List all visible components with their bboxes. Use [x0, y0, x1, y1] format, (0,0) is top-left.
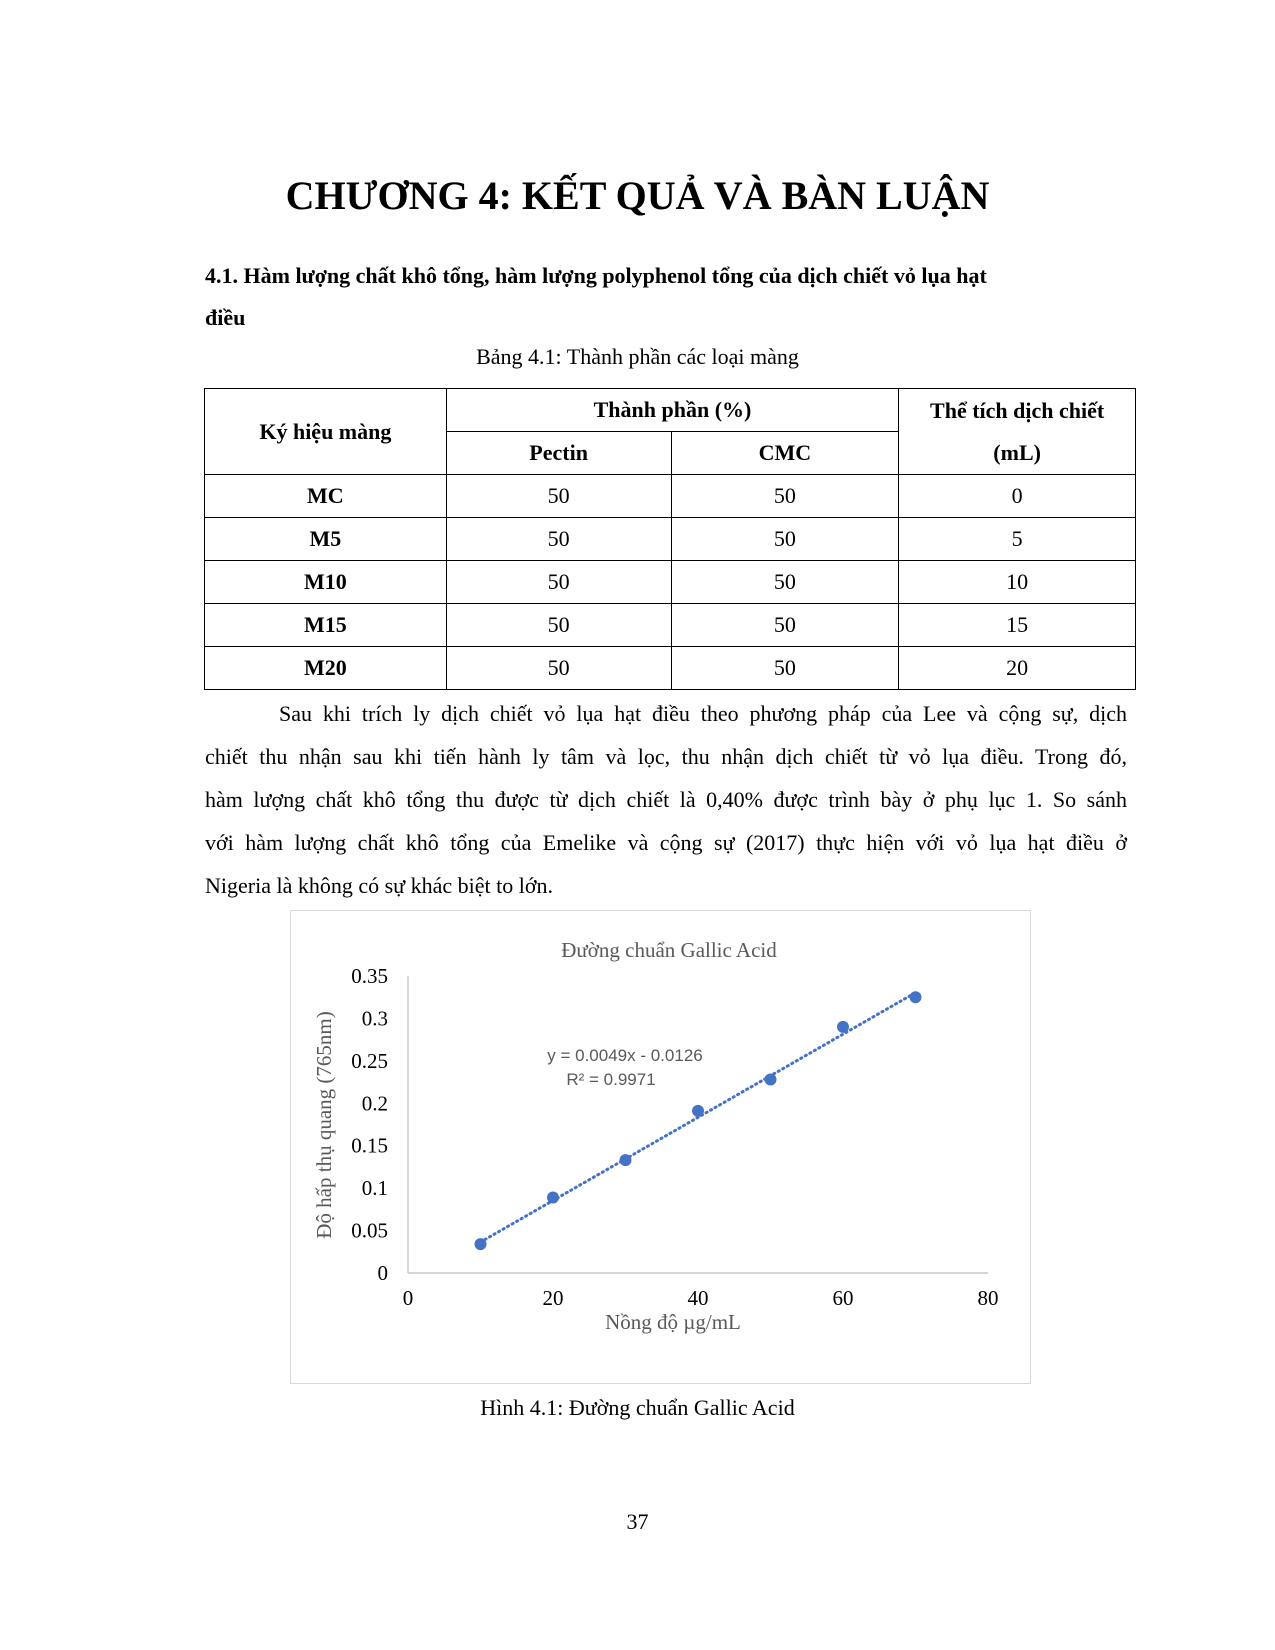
composition-table	[204, 388, 1136, 690]
data-point	[692, 1105, 704, 1117]
header-composition: Thành phần (%)	[446, 389, 899, 432]
cell-pectin: 50	[446, 475, 671, 518]
cell-volume: 20	[899, 647, 1136, 690]
data-points	[475, 991, 922, 1250]
data-point	[547, 1191, 559, 1203]
y-tick-label: 0.1	[361, 1176, 388, 1201]
calibration-chart	[291, 911, 1029, 1382]
cell-symbol: M20	[205, 647, 447, 690]
header-volume	[899, 389, 1136, 475]
x-tick-label: 40	[687, 1286, 709, 1310]
page-number: 37	[626, 1509, 649, 1534]
x-axis-label: Nồng độ µg/mL	[605, 1310, 741, 1334]
x-tick-label: 80	[977, 1286, 999, 1310]
cell-cmc: 50	[671, 475, 899, 518]
table-row	[205, 561, 1136, 604]
table-row	[205, 604, 1136, 647]
y-tick-label: 0.25	[351, 1048, 388, 1073]
data-point	[475, 1238, 487, 1250]
cell-volume: 0	[899, 475, 1136, 518]
chart-frame	[290, 910, 1031, 1384]
figure-caption: Hình 4.1: Đường chuẩn Gallic Acid	[480, 1395, 795, 1420]
y-tick-label: 0.3	[361, 1006, 388, 1031]
header-pectin: Pectin	[446, 432, 671, 475]
cell-pectin: 50	[446, 561, 671, 604]
cell-symbol: M15	[205, 604, 447, 647]
paragraph-line: với hàm lượng chất khô tổng của Emelike và cộng sự (2017) thực hiện với vỏ lụa hạt điều ở	[205, 830, 1127, 855]
header-volume-line-2: (mL)	[993, 439, 1041, 465]
paragraph-line: Nigeria là không có sự khác biệt to lớn.	[205, 873, 553, 898]
chapter-title: CHƯƠNG 4: KẾT QUẢ VÀ BÀN LUẬN	[285, 173, 990, 218]
cell-symbol: M5	[205, 518, 447, 561]
trendline-r-squared: R² = 0.9971	[566, 1070, 656, 1089]
cell-volume: 10	[899, 561, 1136, 604]
section-heading	[205, 255, 1085, 339]
data-point	[910, 991, 922, 1003]
x-tick-label: 60	[832, 1286, 854, 1310]
cell-volume: 15	[899, 604, 1136, 647]
y-tick-label: 0.05	[351, 1218, 388, 1243]
header-cmc: CMC	[671, 432, 899, 475]
y-tick-label: 0	[377, 1261, 388, 1285]
paragraph-line: chiết thu nhận sau khi tiến hành ly tâm và lọc, thu nhận dịch chiết từ vỏ lụa điều. Trong đó,	[205, 744, 1127, 769]
header-volume-line-1: Thể tích dịch chiết	[930, 397, 1105, 423]
cell-symbol: MC	[205, 475, 447, 518]
x-tick-label: 20	[542, 1286, 564, 1310]
cell-cmc: 50	[671, 561, 899, 604]
data-point	[765, 1074, 777, 1086]
y-tick-label: 0.2	[361, 1091, 388, 1116]
paragraph-line: hàm lượng chất khô tổng thu được từ dịch chiết là 0,40% được trình bày ở phụ lục 1. So sánh	[205, 787, 1127, 812]
chart-title: Đường chuẩn Gallic Acid	[561, 938, 777, 962]
table-caption: Bảng 4.1: Thành phần các loại màng	[476, 344, 799, 369]
y-tick-label: 0.35	[351, 964, 388, 988]
cell-pectin: 50	[446, 647, 671, 690]
trendline-equation: y = 0.0049x - 0.0126	[547, 1046, 703, 1065]
trendline	[481, 993, 916, 1242]
cell-symbol: M10	[205, 561, 447, 604]
x-tick-label: 0	[402, 1286, 414, 1310]
table-row	[205, 518, 1136, 561]
x-tick-labels	[403, 1286, 999, 1310]
table-row	[205, 475, 1136, 518]
paragraph-line: Sau khi trích ly dịch chiết vỏ lụa hạt điều theo phương pháp của Lee và cộng sự, dịch	[279, 701, 1127, 726]
cell-volume: 5	[899, 518, 1136, 561]
data-point	[837, 1021, 849, 1033]
y-axis-label: Độ hấp thụ quang (765nm)	[312, 1011, 336, 1239]
cell-pectin: 50	[446, 518, 671, 561]
data-point	[620, 1154, 632, 1166]
header-symbol: Ký hiệu màng	[205, 389, 447, 475]
cell-cmc: 50	[671, 604, 899, 647]
section-heading-line-1: 4.1. Hàm lượng chất khô tổng, hàm lượng polyphenol tổng của dịch chiết vỏ lụa hạt	[205, 263, 987, 288]
section-heading-line-2: điều	[205, 305, 246, 330]
y-tick-labels	[351, 964, 388, 1285]
y-tick-label: 0.15	[351, 1133, 388, 1158]
table-row	[205, 647, 1136, 690]
cell-pectin: 50	[446, 604, 671, 647]
body-paragraph	[205, 692, 1127, 907]
cell-cmc: 50	[671, 518, 899, 561]
cell-cmc: 50	[671, 647, 899, 690]
